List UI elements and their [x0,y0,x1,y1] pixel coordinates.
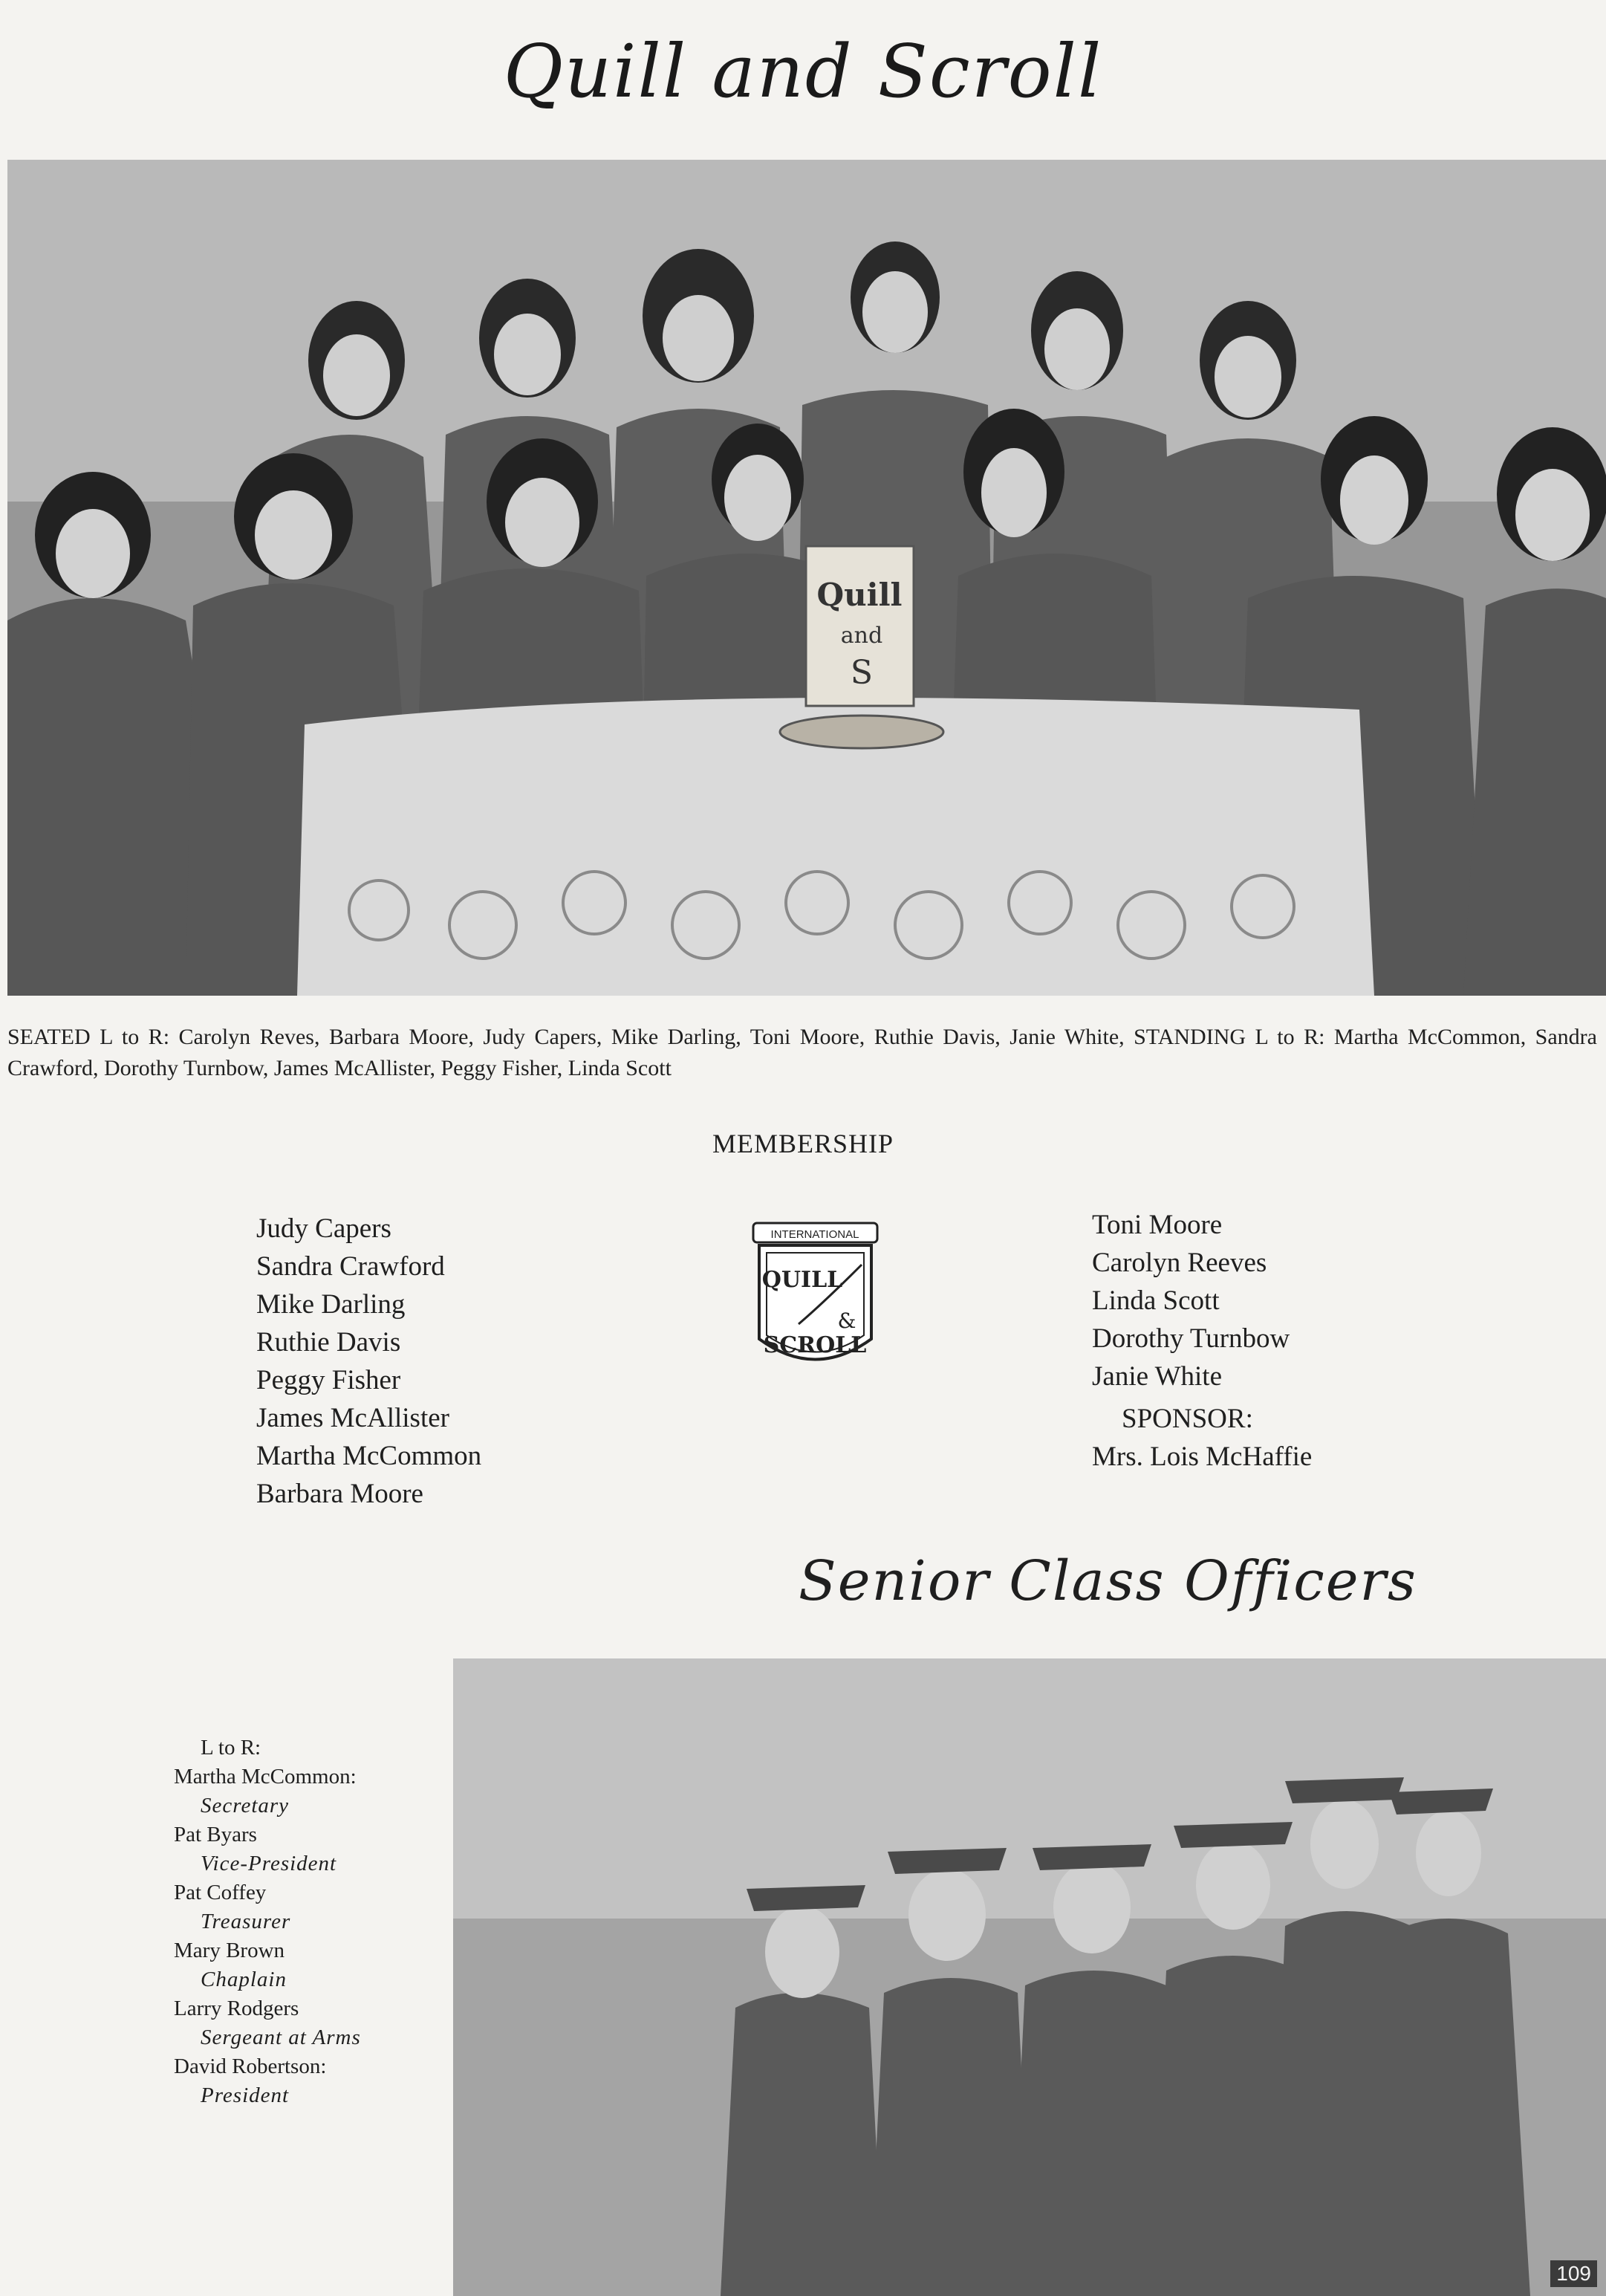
member-name: Carolyn Reeves [1092,1248,1267,1278]
officer-name: David Robertson: [174,2055,327,2078]
figure-seated [1463,588,1606,996]
page-number: 109 [1550,2260,1597,2287]
officer-role: Secretary [201,1794,290,1817]
member-name: Martha McCommon [256,1441,482,1471]
officer-role: Treasurer [201,1910,291,1933]
member-name: Janie White [1092,1361,1223,1392]
photo-caption: SEATED L to R: Carolyn Reves, Barbara Moore, Judy Capers, Mike Darling, Toni Moore, Ruthie Davis, Janie White, STANDING L to R: Martha McCommon, Sandra Crawford, Dorothy Turnbow, James McAllister, Peggy Fisher, Linda Scott [7,1025,1597,1080]
banner-word: S [850,654,874,692]
sponsor-label: SPONSOR: [1122,1404,1253,1434]
officers-header: L to R: [201,1736,261,1760]
member-name: Ruthie Davis [256,1327,401,1358]
svg-text:QUILL: QUILL [761,1267,843,1293]
senior-class-officers-title: Senior Class Officers [799,1549,1417,1613]
page-title: Quill and Scroll [503,30,1103,114]
figure-officer [1374,1919,1530,2296]
member-name: Peggy Fisher [256,1365,401,1395]
svg-text:INTERNATIONAL: INTERNATIONAL [770,1228,859,1241]
member-name: Linda Scott [1092,1285,1220,1316]
member-name: Dorothy Turnbow [1092,1323,1290,1354]
member-name: Mike Darling [256,1289,406,1320]
membership-list-right [1092,1206,1312,1476]
member-name: Judy Capers [256,1213,391,1244]
banner-word: Quill [816,577,903,613]
membership-list-left [256,1210,481,1513]
officer-role: President [201,2083,290,2107]
svg-text:&: & [837,1308,856,1333]
membership-heading: MEMBERSHIP [712,1129,894,1158]
figure-officer [869,1978,1033,2296]
svg-text:SCROLL: SCROLL [763,1332,867,1358]
sponsor-name: Mrs. Lois McHaffie [1092,1442,1313,1472]
officer-name: Pat Byars [174,1823,257,1846]
member-name: Barbara Moore [256,1479,423,1509]
officer-name: Mary Brown [174,1939,285,1962]
officer-name: Martha McCommon: [174,1765,357,1789]
officer-role: Vice-President [201,1852,337,1875]
member-name: Toni Moore [1092,1210,1223,1240]
officer-role: Chaplain [201,1968,287,1991]
member-name: James McAllister [256,1403,449,1433]
officer-name: Larry Rodgers [174,1997,299,2020]
officer-role: Sergeant at Arms [201,2026,361,2049]
quill-and-scroll-seal-icon [750,1220,880,1380]
member-name: Sandra Crawford [256,1251,445,1282]
banner-word: and [840,623,883,649]
group-photo-senior-officers [453,1658,1606,2296]
officer-name: Pat Coffey [174,1881,267,1904]
figure-officer [721,1993,884,2296]
officers-list [174,1734,361,2110]
group-photo-quill-and-scroll [7,160,1606,996]
